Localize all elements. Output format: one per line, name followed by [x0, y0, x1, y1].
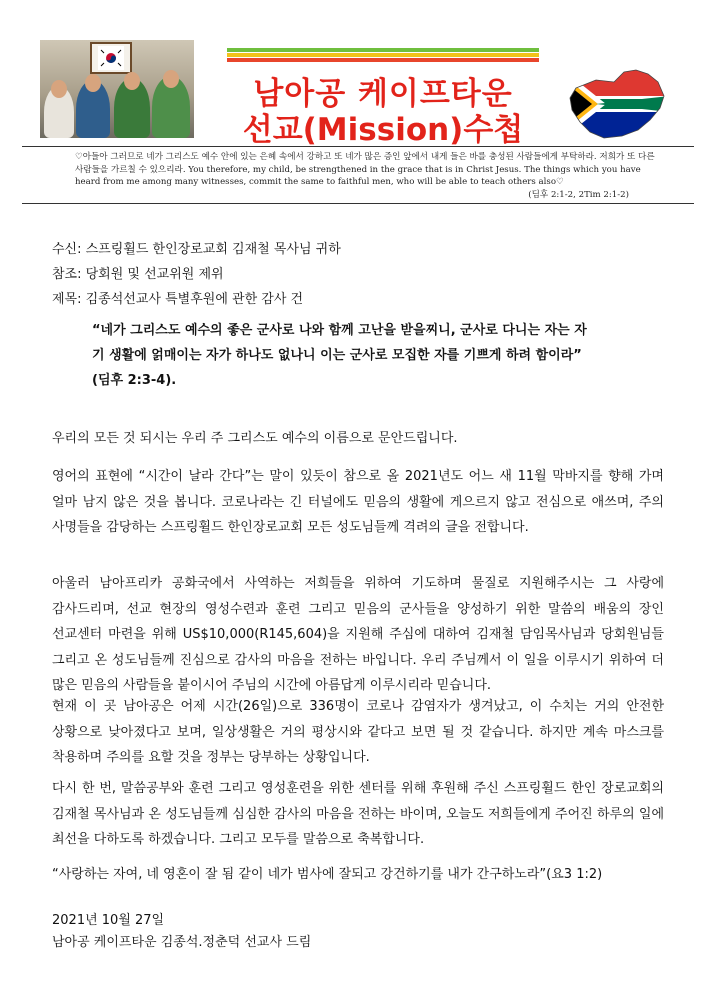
letter-recipient: 수신: 스프링휠드 한인장로교회 김재철 목사님 귀하	[52, 242, 341, 257]
letter-date: 2021년 10월 27일	[52, 913, 165, 928]
green-stripe	[227, 48, 539, 52]
closing-verse: “사랑하는 자여, 네 영혼이 잘 됨 같이 네가 범사에 잘되고 강건하기를 내가 간구하노라”(요3 1:2)	[52, 867, 603, 882]
letter-subject: 제목: 김종석선교사 특별후원에 관한 감사 건	[52, 292, 304, 307]
header-rule-bottom	[22, 203, 694, 204]
header-verse-reference: (딤후 2:1-2, 2Tim 2:1-2)	[528, 190, 629, 200]
person-3-head	[124, 72, 140, 90]
letter-cc: 참조: 당회원 및 선교위원 제위	[52, 267, 224, 282]
paragraph-2: 아울러 남아프리카 공화국에서 사역하는 저희들을 위하여 기도하며 물질로 지원해주시는 그 사랑에 감사드리며, 선교 현장의 영성수련과 훈련 그리고 믿음의 군사들을 양성하기 위한 말씀의 배움의 장인 선교센터 마련을 위해 US$10,000(R145,604)을 지원해 주심에 대하여 김재철 담임목사님과 당회원님들 그리고 온 성도님들께 진심으로 감사의 마음을 전하는 바입니다. 우리 주님께서 이 일을 이루시기 위하여 더 많은 믿음의 사람들을 붙이시어 주님의 시간에 아름답게 이루시리라 믿습니다.	[52, 576, 664, 693]
group-photo	[40, 40, 194, 138]
header-verse: ♡아들아 그러므로 네가 그리스도 예수 안에 있는 은혜 속에서 강하고 또 네가 많은 증인 앞에서 내게 들은 바를 충성된 사람들에게 부탁하라. 저희가 또 다른 사람들을 가르칠 수 있으리라. You therefore, my child, be strengthened in the grace that is in Christ Jesus. The things which you have heard from me among many witnesses, commit the same to faithful men, who will be able to teach others also♡	[75, 152, 655, 187]
paragraph-3: 현재 이 곳 남아공은 어제 시간(26일)으로 336명이 코로나 감염자가 생겨났고, 이 수치는 거의 안전한 상황으로 낮아졌다고 보며, 일상생활은 거의 평상시와 같다고 보면 될 것 같습니다. 하지만 계속 마스크를 착용하며 주의를 요할 것을 정부는 당부하는 상황입니다.	[52, 699, 664, 765]
red-stripe	[227, 58, 539, 62]
header-rule-top	[22, 146, 694, 147]
south-africa-map-icon	[566, 66, 670, 142]
person-1-head	[51, 80, 67, 98]
person-2-head	[85, 74, 101, 92]
person-4-head	[163, 70, 179, 88]
korean-flag-icon	[98, 46, 124, 70]
yellow-stripe	[227, 53, 539, 57]
letter-signature: 남아공 케이프타운 김종석.정춘덕 선교사 드림	[52, 935, 312, 950]
opening-quote: “네가 그리스도 예수의 좋은 군사로 나와 함께 고난을 받을찌니, 군사로 다니는 자는 자기 생활에 얽매이는 자가 하나도 없나니 이는 군사로 모집한 자를 기쁘게 하려 함이라” (딤후 2:3-4).	[92, 323, 587, 388]
paragraph-1: 영어의 표현에 “시간이 날라 간다”는 말이 있듯이 참으로 올 2021년도 어느 새 11월 막바지를 향해 가며 얼마 남지 않은 것을 봅니다. 코로나라는 긴 터널에도 믿음의 생활에 게으르지 않고 전심으로 애쓰며, 주의 사명들을 감당하는 스프링휠드 한인장로교회 모든 성도님들께 격려의 글을 전합니다.	[52, 469, 664, 535]
header-title-line1: 남아공 케이프타운	[253, 76, 513, 112]
greeting: 우리의 모든 것 되시는 우리 주 그리스도 예수의 이름으로 문안드립니다.	[52, 431, 458, 446]
paragraph-4: 다시 한 번, 말씀공부와 훈련 그리고 영성훈련을 위한 센터를 위해 후원해 주신 스프링휠드 한인 장로교회의 김재철 목사님과 온 성도님들께 심심한 감사의 마음을 전하는 바이며, 오늘도 저희들에게 주어진 하루의 일에 최선을 다하도록 하겠습니다. 그리고 모두를 말씀으로 축복합니다.	[52, 781, 664, 847]
header-title-line2: 선교(Mission)수첩	[242, 112, 524, 148]
